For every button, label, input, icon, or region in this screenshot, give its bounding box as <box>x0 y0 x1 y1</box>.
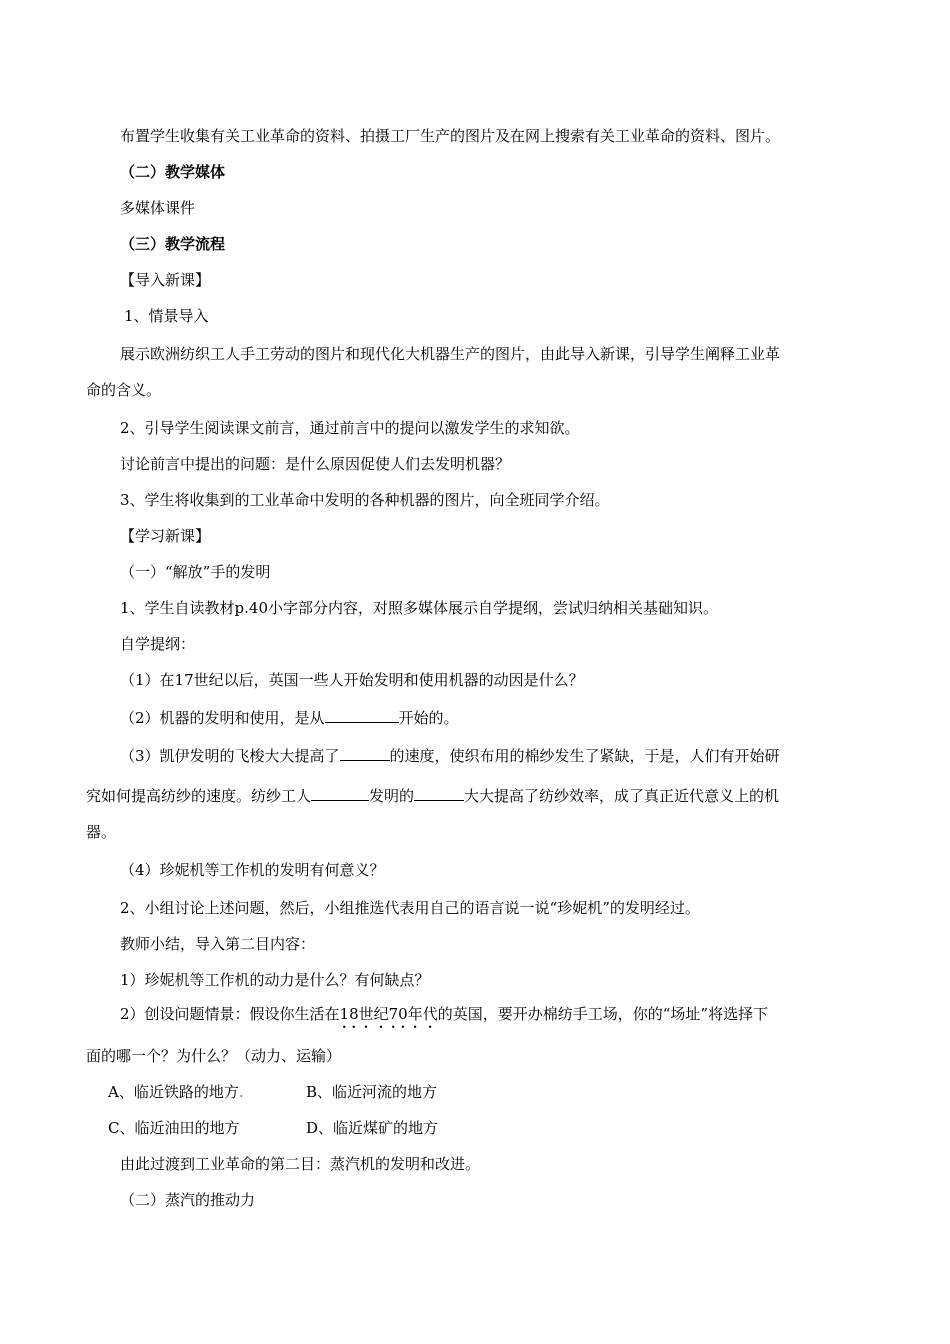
question-3-line-3: 器。 <box>86 823 117 841</box>
fill-blank <box>325 706 399 723</box>
intro-step-1: 1、情景导入 <box>124 307 209 325</box>
intro-step-3: 3、学生将收集到的工业革命中发明的各种机器的图片，向全班同学介绍。 <box>120 491 610 509</box>
transition-paragraph: 由此过渡到工业革命的第二目：蒸汽机的发明和改进。 <box>120 1155 481 1173</box>
self-study-outline-label: 自学提纲： <box>120 635 196 653</box>
question-3-line-1 <box>120 744 780 766</box>
teacher-summary: 教师小结，导入第二目内容： <box>120 935 316 953</box>
option-b: B、临近河流的地方 <box>306 1083 438 1101</box>
question-2-text-before: （2）机器的发明和使用，是从 <box>120 709 325 727</box>
option-c: C、临近油田的地方 <box>108 1119 240 1137</box>
fill-blank <box>311 784 369 801</box>
intro-paragraph-line-2: 命的含义。 <box>86 381 162 399</box>
fill-blank <box>340 744 390 761</box>
option-a <box>108 1082 244 1102</box>
summary-question-2-text-before: 2）创设问题情景：假设你生活在 <box>120 1005 340 1023</box>
intro-paragraph-line-1: 展示欧洲纺织工人手工劳动的图片和现代化大机器生产的图片，由此导入新课，引导学生阐释工业革 <box>120 345 781 363</box>
option-d: D、临近煤矿的地方 <box>306 1119 439 1137</box>
option-a-text: A、临近铁路的地方 <box>108 1083 239 1101</box>
question-1: （1）在17世纪以后，英国一些人开始发明和使用机器的动因是什么？ <box>120 671 584 689</box>
question-3-line-2-text-mid: 发明的 <box>369 787 415 805</box>
intro-step-2: 2、引导学生阅读课文前言，通过前言中的提问以激发学生的求知欲。 <box>120 419 580 437</box>
option-a-mark: . <box>238 1083 244 1101</box>
question-2-text-after: 开始的。 <box>398 709 459 727</box>
emphasized-period: 18世纪70年代 <box>339 1005 438 1023</box>
section-1-title: （一）“解放”手的发明 <box>120 563 271 581</box>
learn-step-2: 2、小组讨论上述问题，然后，小组推选代表用自己的语言说一说“珍妮机”的发明经过。 <box>120 899 700 917</box>
fill-blank <box>414 784 464 801</box>
learn-step-1: 1、学生自读教材p.40小字部分内容，对照多媒体展示自学提纲，尝试归纳相关基础知识。 <box>120 599 719 617</box>
heading-learn-new-lesson: 【学习新课】 <box>120 527 211 545</box>
question-3-text-mid: 的速度，使织布用的棉纱发生了紧缺，于是，人们有开始研 <box>389 747 780 765</box>
question-3-line-2-text-before: 究如何提高纺纱的速度。纺纱工人 <box>86 787 312 805</box>
heading-teaching-media: （二）教学媒体 <box>120 163 226 181</box>
summary-question-2-text-after: 的英国，要开办棉纺手工场，你的“场址”将选择下 <box>437 1005 769 1023</box>
heading-intro-new-lesson: 【导入新课】 <box>120 271 211 289</box>
summary-question-1: 1）珍妮机等工作机的动力是什么？有何缺点？ <box>120 971 430 989</box>
section-2-title: （二）蒸汽的推动力 <box>120 1191 256 1209</box>
paragraph-media: 多媒体课件 <box>120 199 196 217</box>
question-2 <box>120 706 459 728</box>
heading-teaching-process: （三）教学流程 <box>120 235 226 253</box>
question-3-line-2 <box>86 784 779 806</box>
summary-question-2-line-2: 面的哪一个？为什么？（动力、运输） <box>86 1047 342 1065</box>
question-3-text-before: （3）凯伊发明的飞梭大大提高了 <box>120 747 340 765</box>
intro-question: 讨论前言中提出的问题：是什么原因促使人们去发明机器？ <box>120 455 511 473</box>
question-4: （4）珍妮机等工作机的发明有何意义？ <box>120 861 385 879</box>
question-3-line-2-text-after: 大大提高了纺纱效率，成了真正近代意义上的机 <box>464 787 780 805</box>
summary-question-2-line-1 <box>120 1004 768 1032</box>
paragraph-preparation: 布置学生收集有关工业革命的资料、拍摄工厂生产的图片及在网上搜索有关工业革命的资料、图片。 <box>120 127 781 145</box>
